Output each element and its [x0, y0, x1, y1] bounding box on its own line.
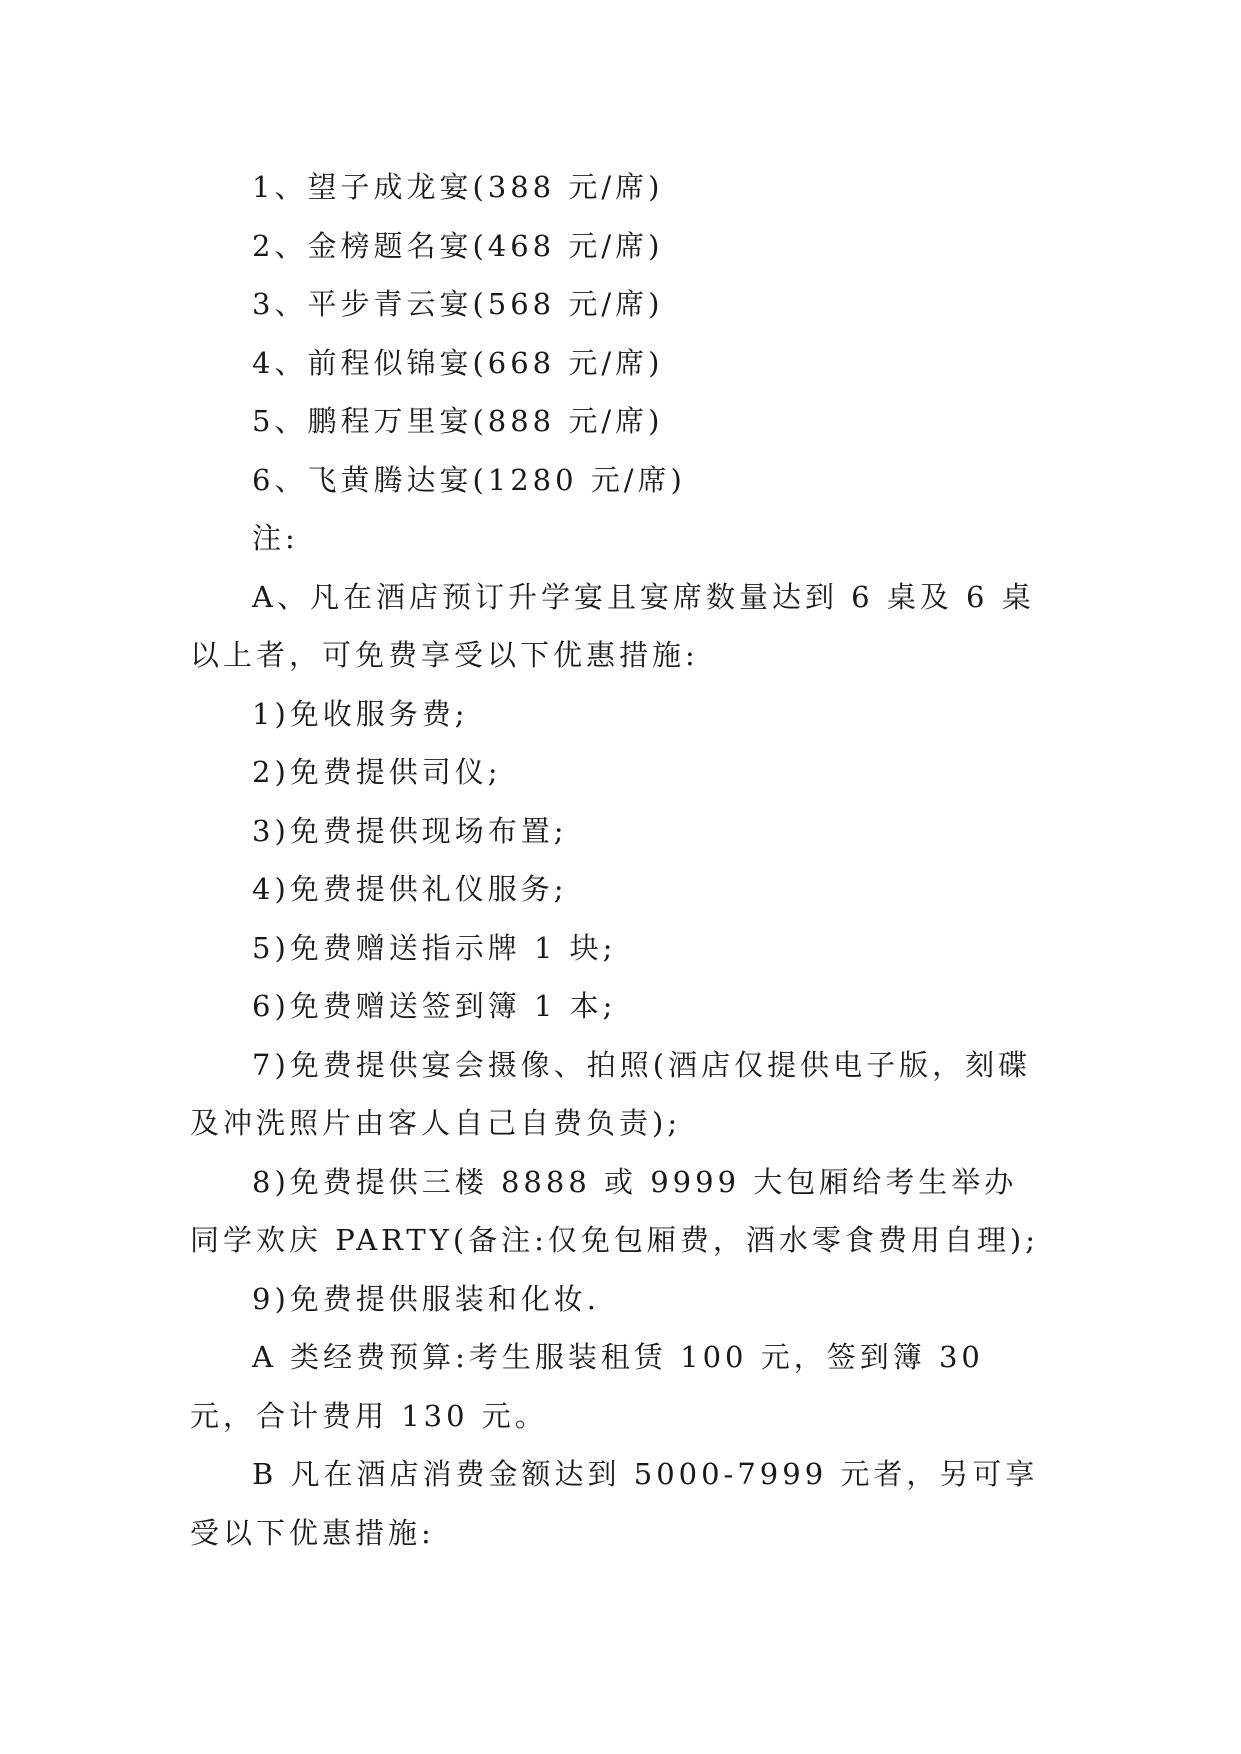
benefit-item-5: 5)免费赠送指示牌 1 块; — [252, 930, 617, 965]
benefit-item-8: 8)免费提供三楼 8888 或 9999 大包厢给考生举办同学欢庆 PARTY(备注:仅免包厢费，酒水零食费用自理); — [190, 1164, 1039, 1257]
section-a-intro: A、凡在酒店预订升学宴且宴席数量达到 6 桌及 6 桌以上者，可免费享受以下优惠措施: — [190, 579, 1035, 672]
benefit-item-7: 7)免费提供宴会摄像、拍照(酒店仅提供电子版，刻碟及冲洗照片由客人自己自费负责); — [190, 1047, 1032, 1140]
section-a-budget: A 类经费预算:考生服装租赁 100 元，签到簿 30 元，合计费用 130 元。 — [190, 1340, 984, 1433]
menu-item-3: 3、平步青云宴(568 元/席) — [252, 287, 664, 321]
menu-item-5: 5、鹏程万里宴(888 元/席) — [252, 404, 664, 438]
menu-item-1: 1、望子成龙宴(388 元/席) — [252, 170, 664, 204]
benefit-item-6: 6)免费赠送签到簿 1 本; — [252, 989, 617, 1023]
menu-item-6: 6、飞黄腾达宴(1280 元/席) — [252, 462, 686, 497]
benefit-item-9: 9)免费提供服装和化妆. — [252, 1281, 600, 1316]
benefit-item-4: 4)免费提供礼仪服务; — [252, 872, 568, 906]
note-label: 注: — [252, 521, 299, 555]
section-b-intro: B 凡在酒店消费金额达到 5000-7999 元者，另可享受以下优惠措施: — [190, 1457, 1039, 1550]
benefit-item-1: 1)免收服务费; — [252, 696, 469, 731]
menu-item-4: 4、前程似锦宴(668 元/席) — [252, 345, 664, 380]
menu-item-2: 2、金榜题名宴(468 元/席) — [252, 228, 664, 263]
benefit-item-2: 2)免费提供司仪; — [252, 755, 502, 789]
document-body — [190, 158, 1050, 1562]
benefit-item-3: 3)免费提供现场布置; — [252, 813, 568, 848]
